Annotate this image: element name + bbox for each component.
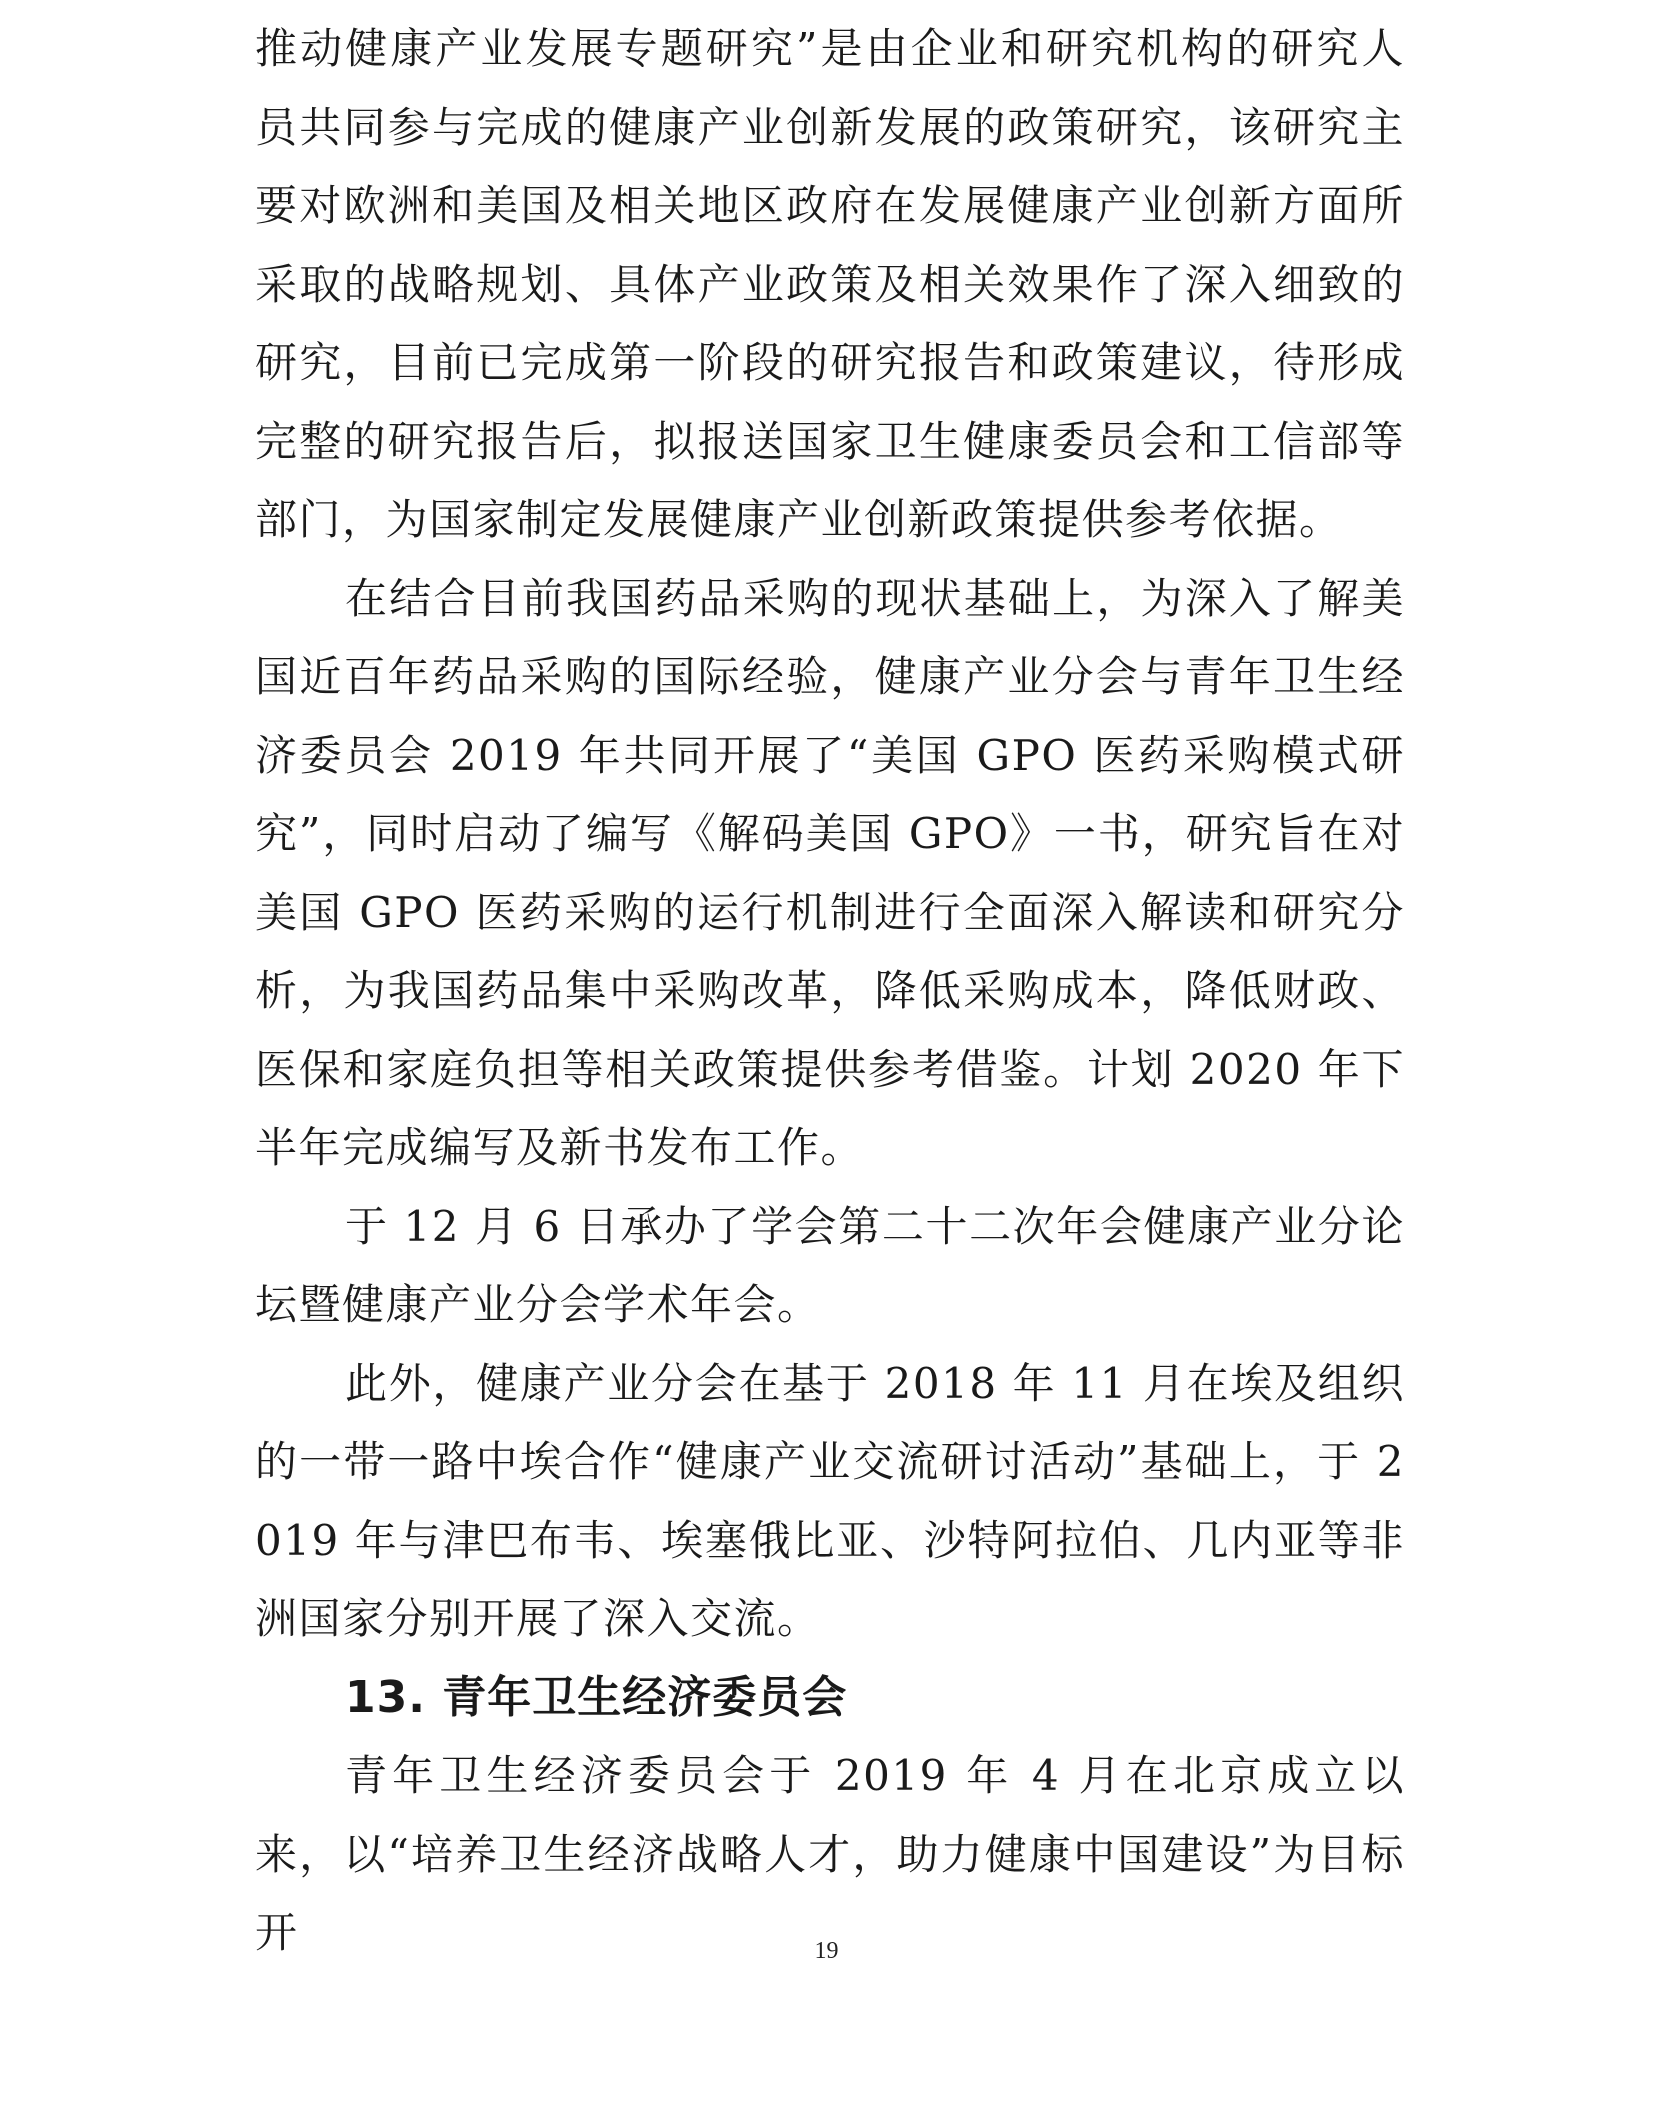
paragraph-africa-exchange: 此外，健康产业分会在基于 2018 年 11 月在埃及组织的一带一路中埃合作“健康产业交流研讨活动”基础上，于 2019 年与津巴布韦、埃塞俄比亚、沙特阿拉伯、几内亚等非洲国家分别开展了深入交流。	[255, 1358, 1405, 1643]
paragraph-health-industry-research: 推动健康产业发展专题研究”是由企业和研究机构的研究人员共同参与完成的健康产业创新发展的政策研究，该研究主要对欧洲和美国及相关地区政府在发展健康产业创新方面所采取的战略规划、具体产业政策及相关效果作了深入细致的研究，目前已完成第一阶段的研究报告和政策建议，待形成完整的研究报告后，拟报送国家卫生健康委员会和工信部等部门，为国家制定发展健康产业创新政策提供参考依据。	[255, 24, 1405, 544]
page-body	[255, 10, 1405, 1973]
paragraph-youth-committee: 青年卫生经济委员会于 2019 年 4 月在北京成立以来，以“培养卫生经济战略人才，助力健康中国建设”为目标开	[255, 1751, 1405, 1957]
page-number: 19	[814, 1938, 839, 1964]
section-heading: 13. 青年卫生经济委员会	[345, 1671, 848, 1723]
paragraph-gpo-research: 在结合目前我国药品采购的现状基础上，为深入了解美国近百年药品采购的国际经验，健康产业分会与青年卫生经济委员会 2019 年共同开展了“美国 GPO 医药采购模式研究”，同时启动了编写《解码美国 GPO》一书，研究旨在对美国 GPO 医药采购的运行机制进行全面深入解读和研究分析，为我国药品集中采购改革，降低采购成本，降低财政、医保和家庭负担等相关政策提供参考借鉴。计划 2020 年下半年完成编写及新书发布工作。	[255, 573, 1405, 1172]
paragraph-annual-forum: 于 12 月 6 日承办了学会第二十二次年会健康产业分论坛暨健康产业分会学术年会。	[255, 1201, 1405, 1329]
